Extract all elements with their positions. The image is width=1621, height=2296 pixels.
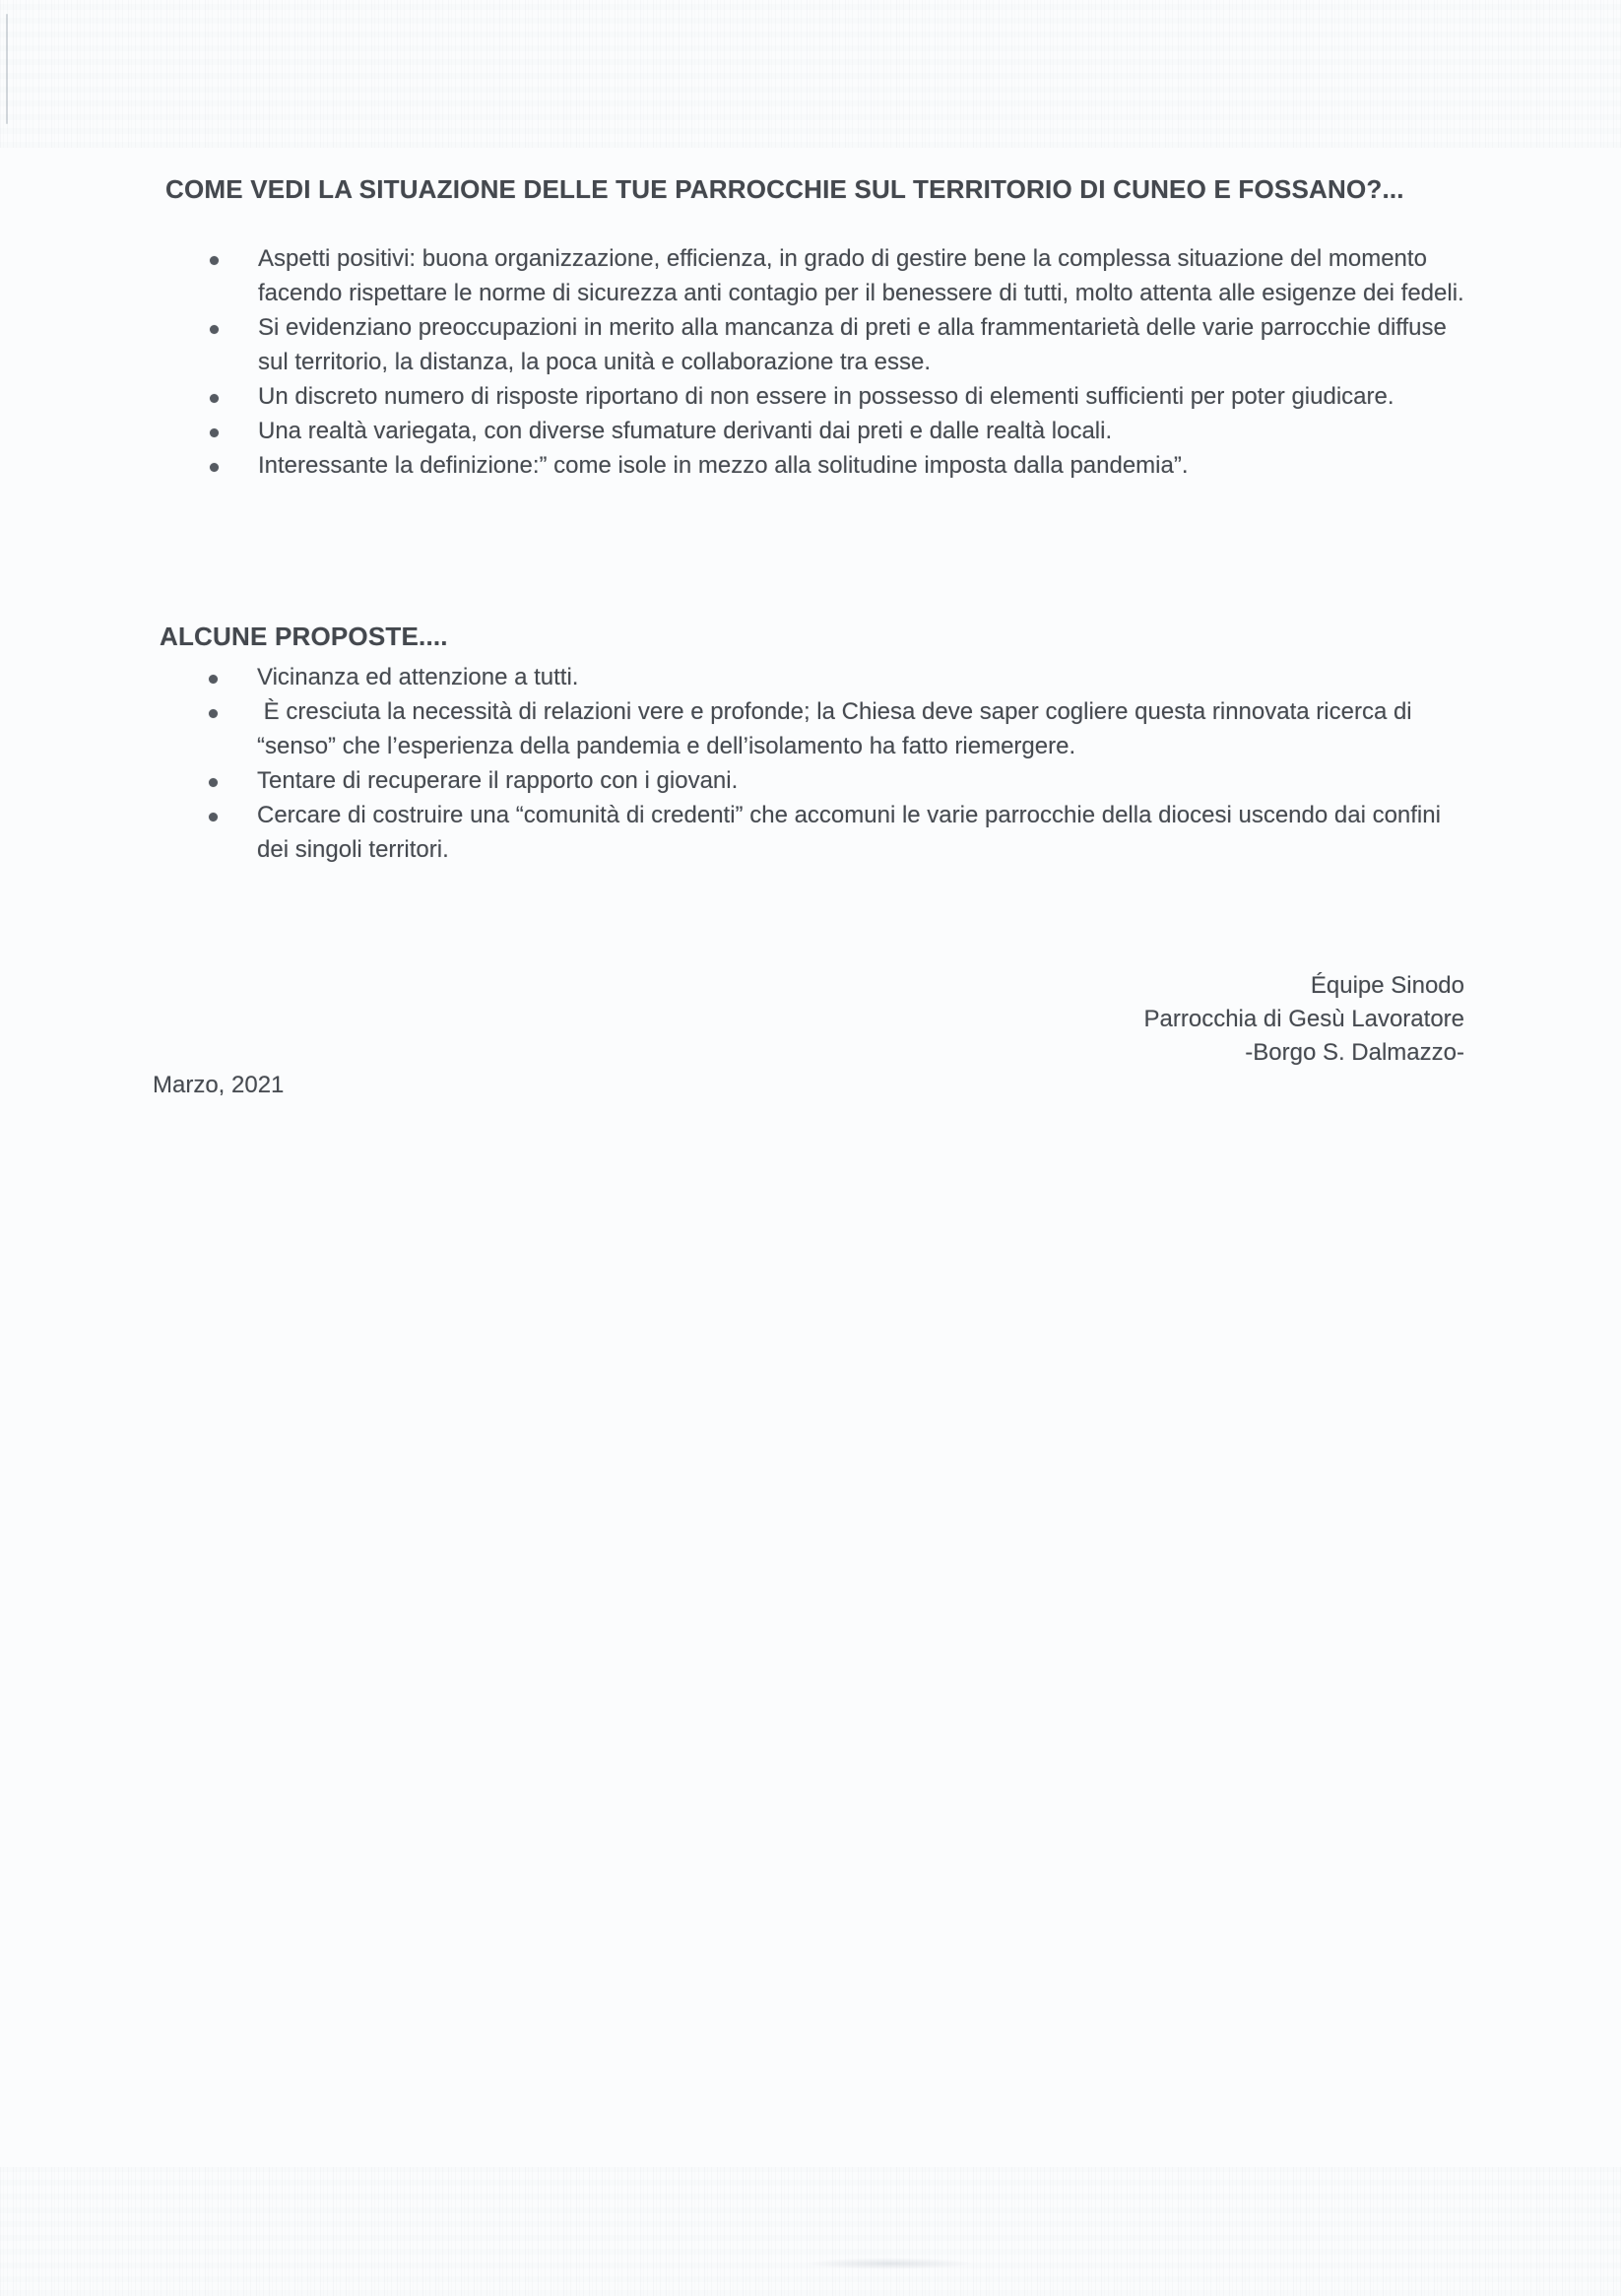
section2-bullet-list	[209, 660, 1473, 867]
list-item	[210, 310, 1474, 379]
bullet-dot-icon	[209, 813, 218, 821]
list-item	[210, 241, 1474, 310]
list-item-text: Si evidenziano preoccupazioni in merito alla mancanza di preti e alla frammentarietà delle varie parrocchie diffuse sul territorio, la distanza, la poca unità e collaborazione tra esse.	[258, 314, 1454, 375]
signature-line-equipe: Équipe Sinodo	[1310, 972, 1464, 999]
date-line: Marzo, 2021	[153, 1072, 285, 1098]
list-item-text: Una realtà variegata, con diverse sfumature derivanti dai preti e dalle realtà locali.	[258, 418, 1113, 444]
scan-artifact-edge-line	[6, 14, 8, 124]
list-item	[209, 798, 1473, 867]
list-item-text: Aspetti positivi: buona organizzazione, efficienza, in grado di gestire bene la complessa situazione del momento facendo rispettare le norme di sicurezza anti contagio per il benessere di tutti, molto attenta alle esigenze dei fedeli.	[258, 245, 1464, 306]
bullet-dot-icon	[209, 709, 218, 718]
list-item-text: Interessante la definizione:” come isole in mezzo alla solitudine imposta dalla pandemia”.	[258, 452, 1189, 479]
list-item-text: Cercare di costruire una “comunità di credenti” che accomuni le varie parrocchie della diocesi uscendo dai confini dei singoli territori.	[257, 802, 1448, 863]
scan-artifact-smudge	[806, 2258, 973, 2269]
list-item	[210, 379, 1474, 414]
bullet-dot-icon	[210, 325, 219, 334]
list-item-text: Un discreto numero di risposte riportano di non essere in possesso di elementi sufficienti per poter giudicare.	[258, 383, 1394, 410]
list-item	[210, 448, 1474, 483]
bullet-dot-icon	[210, 256, 219, 265]
list-item	[210, 414, 1474, 448]
list-item	[209, 763, 1473, 798]
bullet-dot-icon	[209, 675, 218, 684]
list-item-text: È cresciuta la necessità di relazioni vere e profonde; la Chiesa deve saper cogliere questa rinnovata ricerca di “senso” che l’esperienza della pandemia e dell’isolamento ha fatto riemergere.	[257, 698, 1419, 759]
scan-artifact-top-band	[0, 0, 1621, 148]
section1-heading: COME VEDI LA SITUAZIONE DELLE TUE PARROCCHIE SUL TERRITORIO DI CUNEO E FOSSANO?...	[165, 174, 1404, 204]
bullet-dot-icon	[210, 428, 219, 437]
section1-bullet-list	[210, 241, 1474, 483]
scan-artifact-bottom-band	[0, 2167, 1621, 2296]
list-item-text: Vicinanza ed attenzione a tutti.	[257, 664, 579, 690]
signature-line-parrocchia: Parrocchia di Gesù Lavoratore	[1143, 1006, 1464, 1032]
signature-line-borgo: -Borgo S. Dalmazzo-	[1245, 1039, 1464, 1066]
bullet-dot-icon	[210, 394, 219, 403]
section2-heading: ALCUNE PROPOSTE....	[160, 622, 448, 651]
list-item-text: Tentare di recuperare il rapporto con i giovani.	[257, 767, 739, 794]
bullet-dot-icon	[210, 463, 219, 472]
list-item	[209, 694, 1473, 763]
signature-block	[1144, 969, 1465, 1070]
bullet-dot-icon	[209, 778, 218, 787]
list-item	[209, 660, 1473, 694]
